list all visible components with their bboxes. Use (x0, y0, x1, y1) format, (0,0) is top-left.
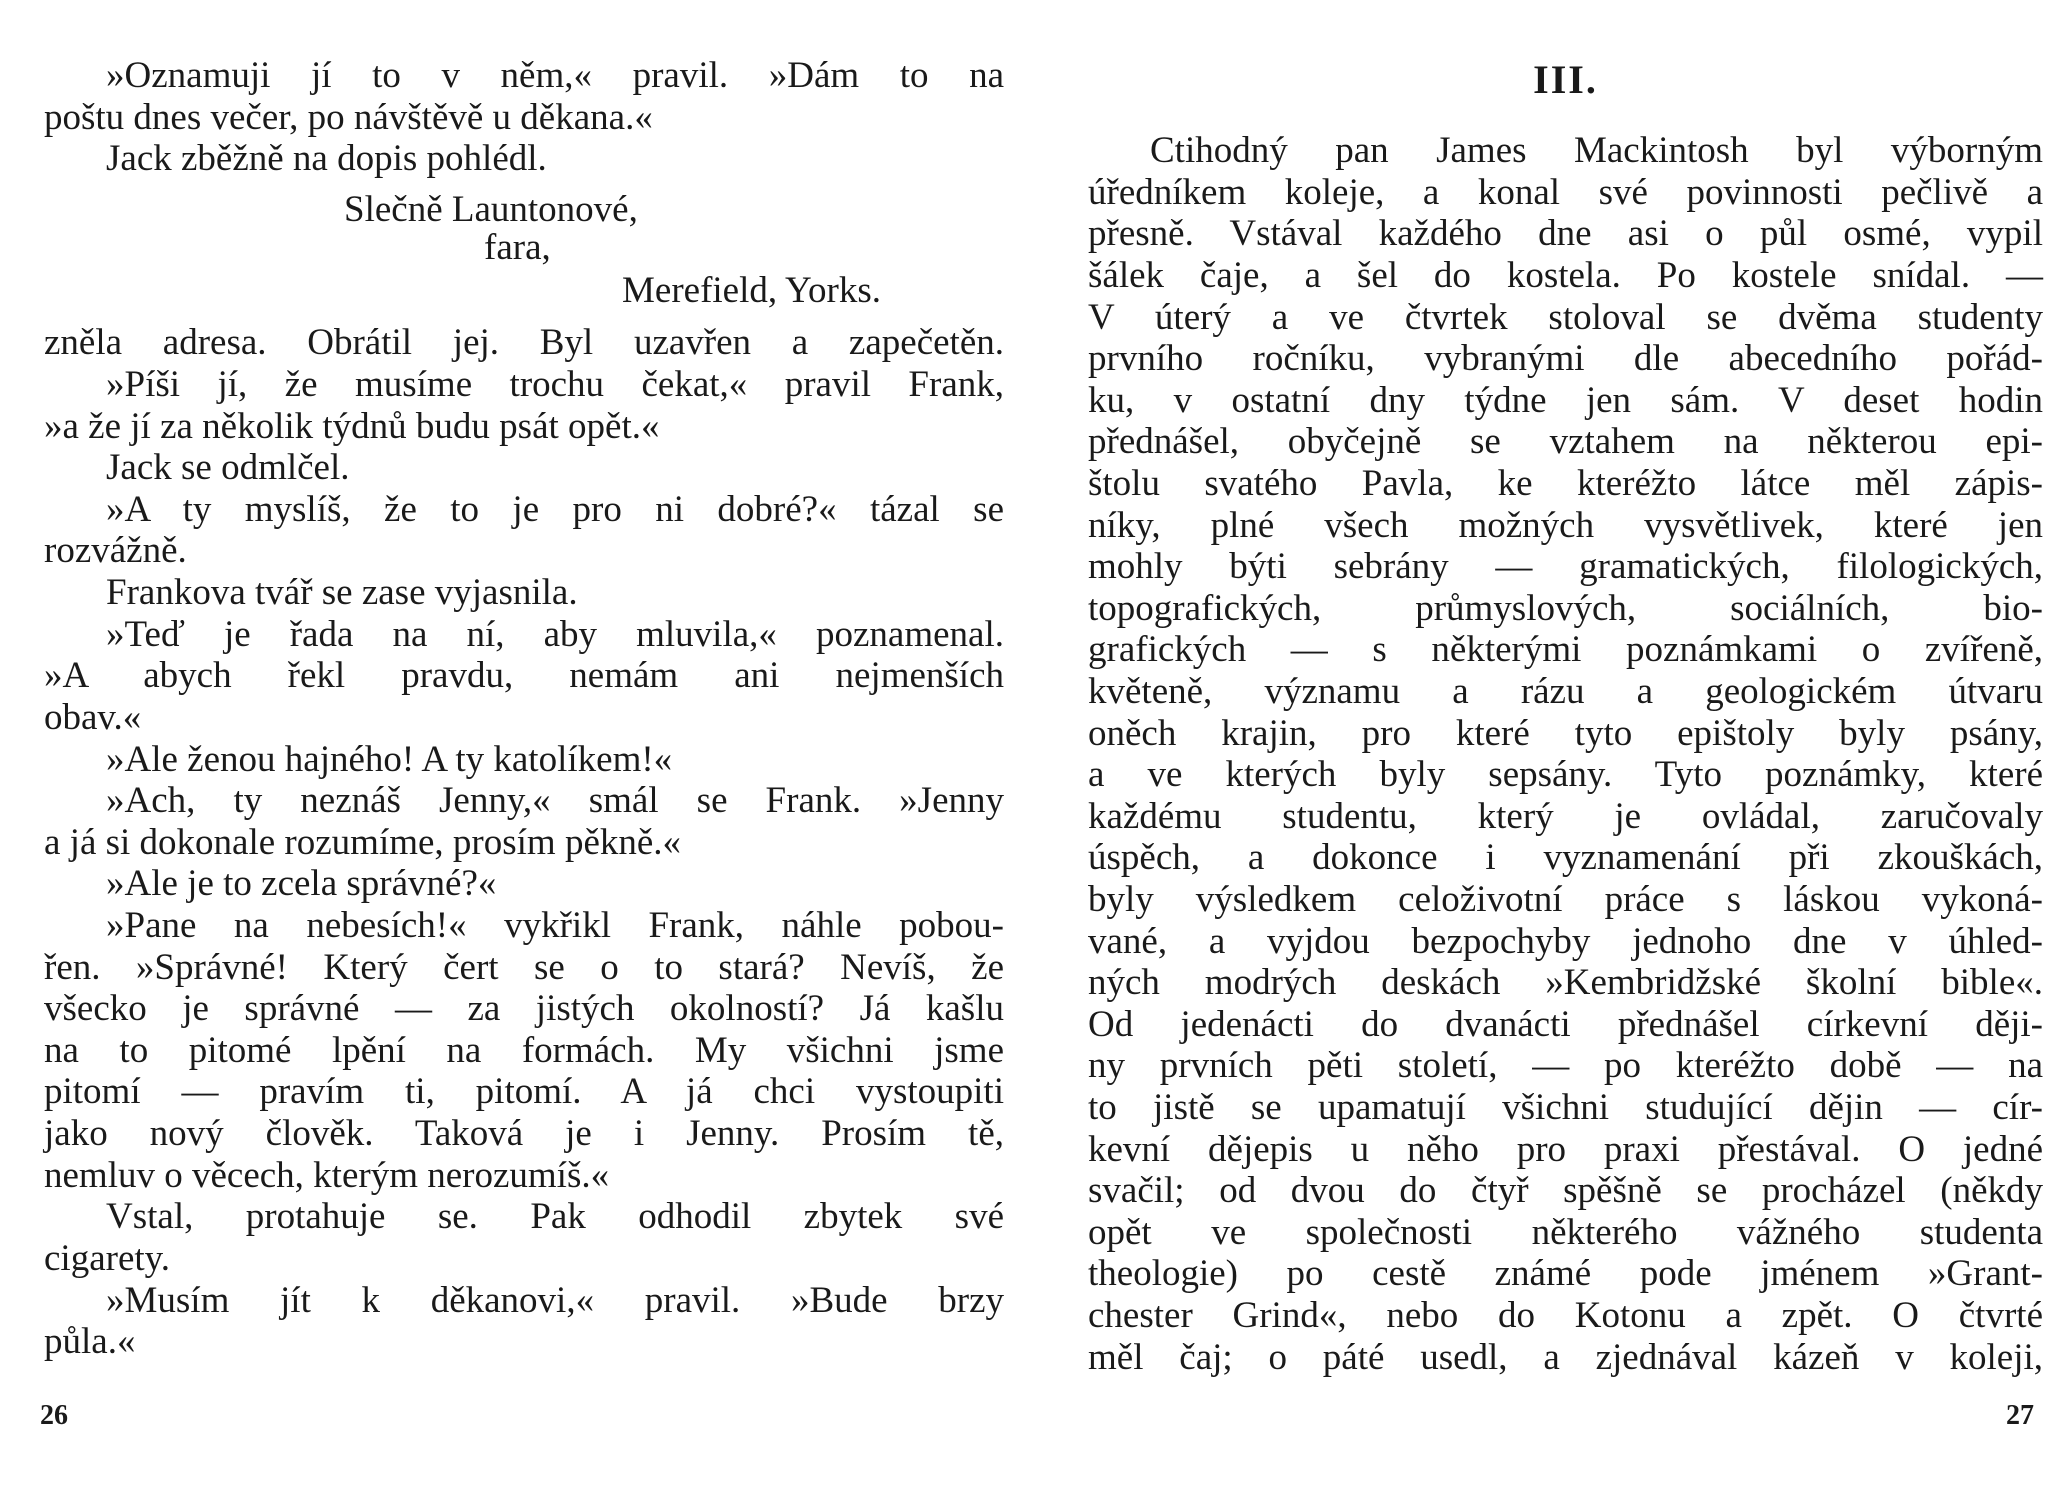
text-line: jako nový člověk. Taková je i Jenny. Prosím tě, (44, 1113, 1004, 1154)
text-line: »a že jí za několik týdnů budu psát opět.« (44, 406, 660, 447)
text-line: »A abych řekl pravdu, nemám ani nejmenších (44, 655, 1004, 696)
text-line: pitomí — pravím ti, pitomí. A já chci vystoupiti (44, 1071, 1004, 1112)
text-line: cigarety. (44, 1238, 170, 1279)
text-line: opět ve společnosti některého vážného studenta (1088, 1212, 2043, 1253)
text-line: ku, v ostatní dny týdne jen sám. V deset hodin (1088, 380, 2043, 421)
text-line: »Pane na nebesích!« vykřikl Frank, náhle pobou- (106, 905, 1004, 946)
text-line: prvního ročníku, vybranými dle abecedního pořád- (1088, 338, 2043, 379)
text-line: »Teď je řada na ní, aby mluvila,« poznamenal. (106, 614, 1004, 655)
text-line: V úterý a ve čtvrtek stoloval se dvěma studenty (1088, 297, 2043, 338)
text-line: »A ty myslíš, že to je pro ni dobré?« tázal se (106, 489, 1004, 530)
text-line: poštu dnes večer, po návštěvě u děkana.« (44, 97, 653, 138)
text-line: theologie) po cestě známé pode jménem »Grant- (1088, 1253, 2043, 1294)
text-line: vané, a vyjdou bezpochyby jednoho dne v úhled- (1088, 921, 2043, 962)
text-line: štolu svatého Pavla, ke kteréžto látce měl zápis- (1088, 463, 2043, 504)
text-line: úředníkem koleje, a konal své povinnosti pečlivě a (1088, 172, 2043, 213)
text-line: a já si dokonale rozumíme, prosím pěkně.« (44, 822, 682, 863)
text-line: »Oznamuji jí to v něm,« pravil. »Dám to na (106, 55, 1004, 96)
text-line: ných modrých deskách »Kembridžské školní bible«. (1088, 962, 2043, 1003)
text-line: rozvážně. (44, 530, 187, 571)
text-line: každému studentu, který je ovládal, zaručovaly (1088, 796, 2043, 837)
text-line: mohly býti sebrány — gramatických, filologických, (1088, 546, 2043, 587)
text-line: řen. »Správné! Který čert se o to stará? Nevíš, že (44, 947, 1004, 988)
text-line: půla.« (44, 1321, 136, 1362)
text-line: Jack se odmlčel. (106, 447, 350, 488)
text-line: obav.« (44, 697, 142, 738)
address-place: fara, (484, 227, 551, 268)
text-line: Vstal, protahuje se. Pak odhodil zbytek své (106, 1196, 1004, 1237)
text-line: přesně. Vstával každého dne asi o půl osmé, vypil (1088, 213, 2043, 254)
text-line: šálek čaje, a šel do kostela. Po kostele snídal. — (1088, 255, 2043, 296)
text-line: svačil; od dvou do čtyř spěšně se procházel (někdy (1088, 1170, 2043, 1211)
text-line: Ctihodný pan James Mackintosh byl výborným (1150, 130, 2043, 171)
text-line: byly výsledkem celoživotní práce s láskou vykoná- (1088, 879, 2043, 920)
text-line: »Ale je to zcela správné?« (106, 863, 497, 904)
text-line: zněla adresa. Obrátil jej. Byl uzavřen a zapečetěn. (44, 322, 1004, 363)
text-line: květeně, významu a rázu a geologickém útvaru (1088, 671, 2043, 712)
page-number-right: 27 (2006, 1400, 2034, 1431)
text-line: na to pitomé lpění na formách. My všichni jsme (44, 1030, 1004, 1071)
text-line: Jack zběžně na dopis pohlédl. (106, 138, 547, 179)
text-line: »Ale ženou hajného! A ty katolíkem!« (106, 739, 673, 780)
text-line: to jistě se upamatují všichni studující dějin — cír- (1088, 1087, 2043, 1128)
text-line: »Píši jí, že musíme trochu čekat,« pravil Frank, (106, 364, 1004, 405)
text-line: grafických — s některými poznámkami o zvířeně, (1088, 629, 2043, 670)
address-recipient: Slečně Launtonové, (344, 189, 638, 230)
address-town: Merefield, Yorks. (622, 270, 881, 311)
text-line: »Musím jít k děkanovi,« pravil. »Bude brzy (106, 1280, 1004, 1321)
text-line: Frankova tvář se zase vyjasnila. (106, 572, 578, 613)
text-line: přednášel, obyčejně se vztahem na některou epi- (1088, 421, 2043, 462)
text-line: kevní dějepis u něho pro praxi přestával. O jedné (1088, 1129, 2043, 1170)
text-line: chester Grind«, nebo do Kotonu a zpět. O čtvrté (1088, 1295, 2043, 1336)
page-number-left: 26 (40, 1400, 68, 1431)
text-line: topografických, průmyslových, sociálních, bio- (1088, 588, 2043, 629)
text-line: měl čaj; o páté usedl, a zjednával kázeň v koleji, (1088, 1337, 2043, 1378)
text-line: ny prvních pěti století, — po kteréžto době — na (1088, 1045, 2043, 1086)
text-line: níky, plné všech možných vysvětlivek, které jen (1088, 505, 2043, 546)
text-line: »Ach, ty neznáš Jenny,« smál se Frank. »Jenny (106, 780, 1004, 821)
text-line: nemluv o věcech, kterým nerozumíš.« (44, 1155, 610, 1196)
text-line: oněch krajin, pro které tyto epištoly byly psány, (1088, 713, 2043, 754)
text-line: Od jedenácti do dvanácti přednášel církevní ději- (1088, 1004, 2043, 1045)
chapter-heading: III. (1533, 57, 1598, 102)
text-line: všecko je správné — za jistých okolností? Já kašlu (44, 988, 1004, 1029)
text-line: úspěch, a dokonce i vyznamenání při zkouškách, (1088, 837, 2043, 878)
text-line: a ve kterých byly sepsány. Tyto poznámky, které (1088, 754, 2043, 795)
